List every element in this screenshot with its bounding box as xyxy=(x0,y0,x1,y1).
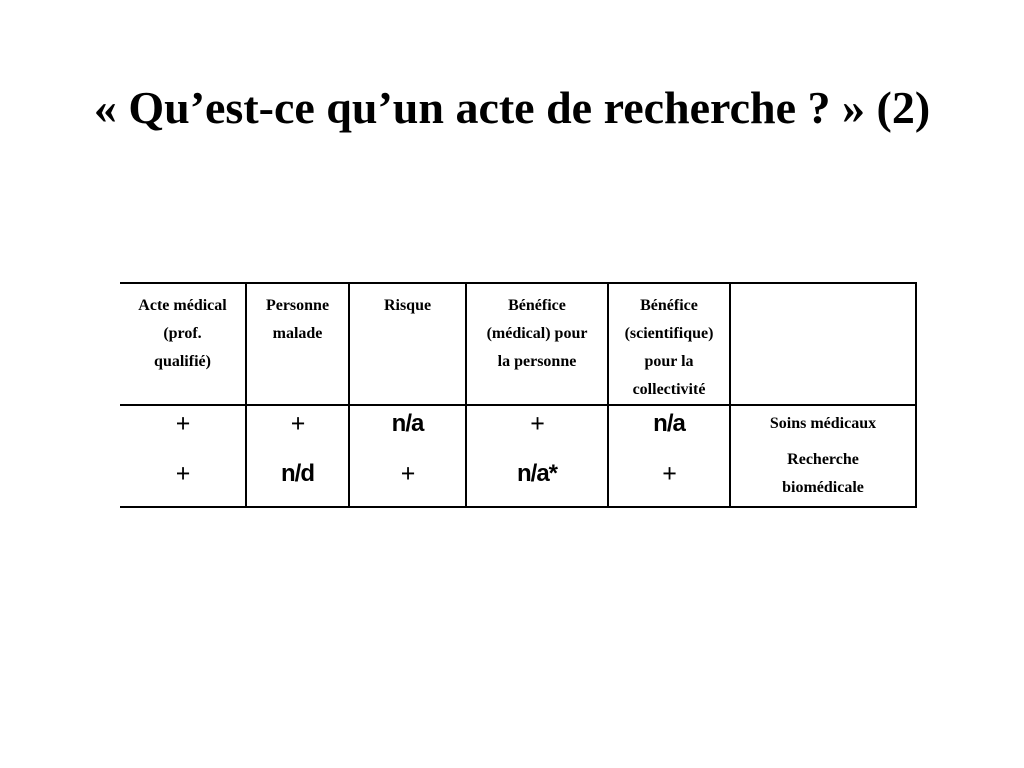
cell-value: + xyxy=(530,409,544,438)
header-line: Personne xyxy=(265,297,330,314)
cell-benefice-medical xyxy=(465,442,607,508)
header-line: malade xyxy=(272,325,323,342)
table-row-recherche-biomedicale xyxy=(120,442,917,508)
header-line: Acte médical xyxy=(138,297,227,314)
cell-value: n/a xyxy=(391,410,424,437)
header-benefice-scientifique xyxy=(607,282,729,406)
table-header-row xyxy=(120,282,917,406)
header-empty xyxy=(729,282,917,406)
header-acte-medical xyxy=(120,282,245,406)
cell-risque xyxy=(348,406,465,442)
header-line: Risque xyxy=(383,297,432,314)
header-benefice-medical xyxy=(465,282,607,406)
header-line: la personne xyxy=(497,353,577,370)
header-line: (médical) pour xyxy=(486,325,588,342)
cell-personne-malade xyxy=(245,442,348,508)
header-risque xyxy=(348,282,465,406)
cell-value: + xyxy=(175,459,190,488)
header-line: qualifié) xyxy=(154,353,211,370)
cell-acte-medical xyxy=(120,442,245,508)
header-personne-malade xyxy=(245,282,348,406)
header-line: collectivité xyxy=(632,381,706,398)
header-line: pour la xyxy=(644,353,694,370)
cell-value: + xyxy=(290,409,305,438)
header-line: Bénéfice xyxy=(508,297,566,314)
cell-value: n/a xyxy=(653,410,685,437)
slide-title: « Qu’est-ce qu’un acte de recherche ? » (2) xyxy=(93,82,931,133)
row-label-line: biomédicale xyxy=(782,479,864,496)
cell-value: n/d xyxy=(281,460,314,487)
table-row-soins-medicaux xyxy=(120,406,917,442)
row-label-line: Recherche xyxy=(787,451,859,468)
header-line: (scientifique) xyxy=(624,325,714,342)
cell-benefice-medical xyxy=(465,406,607,442)
cell-value: + xyxy=(400,459,415,488)
cell-value: + xyxy=(662,459,676,488)
row-label-line: Soins médicaux xyxy=(769,415,877,432)
cell-benefice-scientifique xyxy=(607,406,729,442)
header-line: (prof. xyxy=(163,325,202,342)
row-label-soins-medicaux xyxy=(729,406,917,442)
research-act-table xyxy=(120,282,917,508)
cell-personne-malade xyxy=(245,406,348,442)
cell-value: n/a* xyxy=(516,460,557,487)
cell-acte-medical xyxy=(120,406,245,442)
cell-risque xyxy=(348,442,465,508)
cell-benefice-scientifique xyxy=(607,442,729,508)
header-line: Bénéfice xyxy=(640,297,698,314)
row-label-recherche-biomedicale xyxy=(729,442,917,508)
cell-value: + xyxy=(175,409,190,438)
